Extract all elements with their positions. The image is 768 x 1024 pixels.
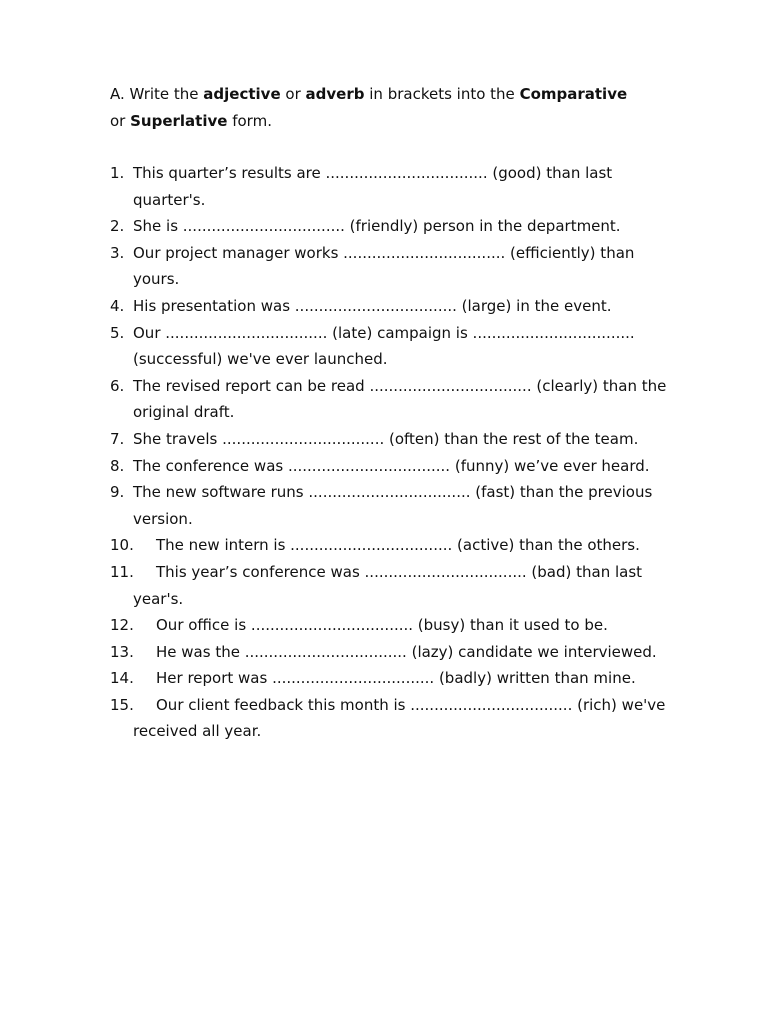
item-text: His presentation was .................................. (large) in the event.	[133, 296, 612, 315]
item-text: The new software runs .................................. (fast) than the previous version.	[133, 483, 653, 528]
exercise-item	[110, 559, 670, 612]
item-number: 7.	[110, 429, 125, 448]
item-number: 13.	[110, 642, 134, 661]
exercise-item	[110, 293, 670, 320]
exercise-item	[110, 213, 670, 240]
item-number: 12.	[110, 616, 134, 635]
exercise-item	[110, 612, 670, 639]
item-text: Our .................................. (late) campaign is .................................. (successful) we've ever launched.	[133, 323, 635, 369]
item-number: 10.	[110, 536, 134, 555]
item-text: Her report was .................................. (badly) written than mine.	[156, 669, 636, 688]
instructions-text: or	[110, 112, 131, 130]
instructions-keyword-superlative: Superlative	[130, 112, 228, 130]
item-text: She travels .................................. (often) than the rest of the team.	[133, 429, 639, 448]
item-number: 6.	[110, 376, 125, 395]
item-number: 11.	[110, 562, 134, 581]
item-number: 4.	[110, 296, 125, 315]
exercise-item	[110, 453, 670, 480]
instructions-text: in brackets into the	[364, 85, 520, 103]
item-number: 3.	[110, 243, 125, 262]
instructions-keyword-comparative: Comparative	[519, 85, 628, 103]
worksheet-page	[110, 81, 670, 745]
item-text: He was the .................................. (lazy) candidate we interviewed.	[156, 642, 657, 661]
item-number: 15.	[110, 695, 134, 714]
exercise-item	[110, 532, 670, 559]
exercise-list	[110, 160, 670, 745]
exercise-item	[110, 692, 670, 745]
item-text: The new intern is .................................. (active) than the others.	[156, 536, 640, 555]
item-number: 8.	[110, 456, 125, 475]
exercise-item	[110, 639, 670, 666]
item-number: 2.	[110, 217, 125, 236]
item-number: 5.	[110, 323, 125, 342]
exercise-item	[110, 665, 670, 692]
exercise-item	[110, 160, 670, 213]
item-text: Our client feedback this month is .................................. (rich) we've received all year.	[133, 695, 666, 741]
item-text: The revised report can be read .................................. (clearly) than the original draft.	[133, 376, 667, 422]
item-text: Our office is .................................. (busy) than it used to be.	[156, 616, 608, 635]
instructions-keyword-adverb: adverb	[305, 85, 365, 103]
instructions-text: form.	[227, 112, 272, 130]
item-number: 1.	[110, 164, 125, 182]
item-text: This year’s conference was .................................. (bad) than last year's.	[133, 562, 643, 608]
exercise-item	[110, 479, 670, 532]
exercise-item	[110, 240, 670, 293]
item-number: 9.	[110, 483, 125, 502]
exercise-item	[110, 373, 670, 426]
item-text: Our project manager works .................................. (efficiently) than yours.	[133, 243, 635, 289]
instructions-keyword-adjective: adjective	[203, 85, 281, 103]
instructions	[110, 81, 670, 135]
item-text: She is .................................. (friendly) person in the department.	[133, 217, 621, 236]
item-text: The conference was .................................. (funny) we’ve ever heard.	[133, 456, 650, 475]
exercise-item	[110, 320, 670, 373]
exercise-item	[110, 426, 670, 453]
instructions-text: or	[280, 85, 306, 103]
instructions-text: A. Write the	[110, 85, 204, 103]
item-text: This quarter’s results are .................................. (good) than last quarter's.	[133, 164, 613, 209]
item-number: 14.	[110, 669, 134, 688]
